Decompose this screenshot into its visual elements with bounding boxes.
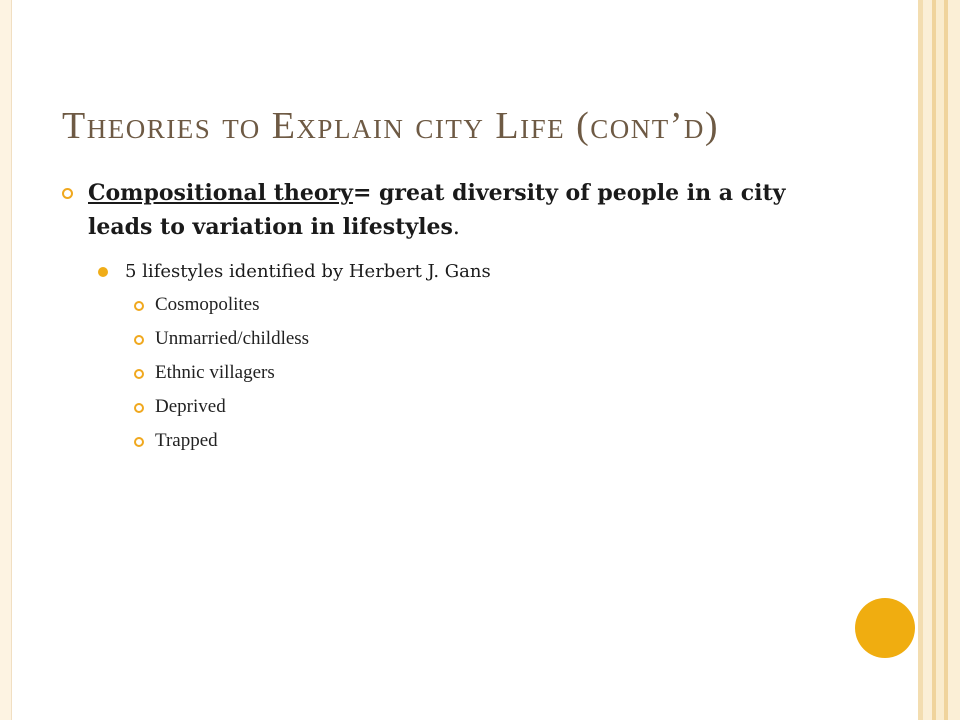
right-striped-border xyxy=(918,0,960,720)
term-definition: = great diversity of people in a city leads to variation in lifestyles xyxy=(88,180,786,240)
main-bullet xyxy=(62,176,822,245)
slide-title: Theories to Explain city Life (cont’d) xyxy=(62,105,720,147)
lifestyle-label: Trapped xyxy=(155,430,218,451)
bullet-list xyxy=(62,176,822,463)
lifestyle-item xyxy=(134,293,822,317)
lifestyle-label: Unmarried/childless xyxy=(155,328,310,349)
ring-bullet-icon xyxy=(62,188,73,199)
lifestyle-label: Ethnic villagers xyxy=(155,362,275,383)
border-stripe xyxy=(948,0,960,720)
term-compositional-theory: Compositional theory xyxy=(88,180,353,206)
lifestyle-label: Cosmopolites xyxy=(155,294,260,315)
left-border xyxy=(0,0,12,720)
ring-bullet-icon xyxy=(134,437,144,447)
border-stripe xyxy=(923,0,932,720)
lifestyle-item xyxy=(134,361,822,385)
border-stripe xyxy=(936,0,944,720)
lifestyle-item xyxy=(134,429,822,453)
ring-bullet-icon xyxy=(134,301,144,311)
ring-bullet-icon xyxy=(134,403,144,413)
sub-bullet-text: 5 lifestyles identified by Herbert J. Gans xyxy=(125,261,491,282)
ring-bullet-icon xyxy=(134,369,144,379)
lifestyle-label: Deprived xyxy=(155,396,226,417)
dot-bullet-icon xyxy=(98,267,108,277)
lifestyle-list xyxy=(134,293,822,453)
ring-bullet-icon xyxy=(134,335,144,345)
lifestyle-item xyxy=(134,395,822,419)
sub-bullet xyxy=(98,259,822,285)
definition-period: . xyxy=(452,215,460,240)
lifestyle-item xyxy=(134,327,822,351)
decorative-orange-circle xyxy=(855,598,915,658)
